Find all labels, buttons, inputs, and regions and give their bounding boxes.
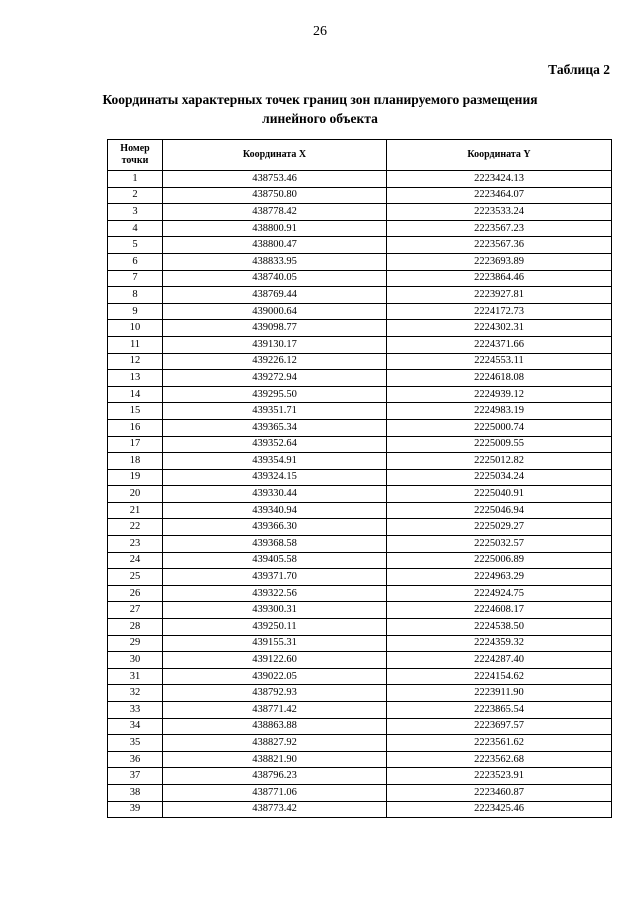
cell-coordinate-x: 439000.64 xyxy=(163,303,387,320)
table-row xyxy=(108,768,612,785)
cell-coordinate-y: 2225006.89 xyxy=(387,552,612,569)
cell-coordinate-y: 2224371.66 xyxy=(387,336,612,353)
page-number: 26 xyxy=(313,24,327,39)
document-title: Координаты характерных точек границ зон планируемого размещения линейного объекта xyxy=(102,92,538,126)
cell-point-number: 29 xyxy=(108,635,163,652)
table-row xyxy=(108,502,612,519)
cell-coordinate-y: 2225040.91 xyxy=(387,486,612,503)
cell-point-number: 17 xyxy=(108,436,163,453)
cell-coordinate-y: 2224172.73 xyxy=(387,303,612,320)
column-header-point-number: Номер точки xyxy=(108,140,163,171)
cell-coordinate-y: 2223567.36 xyxy=(387,237,612,254)
table-row xyxy=(108,585,612,602)
cell-coordinate-x: 439365.34 xyxy=(163,419,387,436)
table-row xyxy=(108,204,612,221)
column-header-coordinate-x: Координата X xyxy=(163,140,387,171)
cell-coordinate-y: 2223927.81 xyxy=(387,287,612,304)
table-row xyxy=(108,436,612,453)
cell-coordinate-x: 439122.60 xyxy=(163,652,387,669)
cell-point-number: 21 xyxy=(108,502,163,519)
cell-point-number: 20 xyxy=(108,486,163,503)
cell-point-number: 10 xyxy=(108,320,163,337)
cell-coordinate-x: 438800.91 xyxy=(163,220,387,237)
cell-coordinate-y: 2224963.29 xyxy=(387,569,612,586)
cell-coordinate-y: 2225034.24 xyxy=(387,469,612,486)
cell-point-number: 24 xyxy=(108,552,163,569)
cell-point-number: 36 xyxy=(108,751,163,768)
column-header-coordinate-y: Координата Y xyxy=(387,140,612,171)
table-row xyxy=(108,519,612,536)
cell-coordinate-y: 2223424.13 xyxy=(387,171,612,188)
cell-point-number: 38 xyxy=(108,784,163,801)
cell-coordinate-y: 2223464.07 xyxy=(387,187,612,204)
cell-coordinate-x: 439371.70 xyxy=(163,569,387,586)
table-row xyxy=(108,353,612,370)
cell-coordinate-y: 2223561.62 xyxy=(387,735,612,752)
cell-point-number: 30 xyxy=(108,652,163,669)
cell-coordinate-y: 2223567.23 xyxy=(387,220,612,237)
table-row xyxy=(108,453,612,470)
cell-coordinate-y: 2224359.32 xyxy=(387,635,612,652)
cell-coordinate-x: 439351.71 xyxy=(163,403,387,420)
table-row xyxy=(108,320,612,337)
cell-coordinate-x: 438778.42 xyxy=(163,204,387,221)
table-row xyxy=(108,370,612,387)
cell-coordinate-x: 439295.50 xyxy=(163,386,387,403)
table-row xyxy=(108,602,612,619)
cell-coordinate-x: 438821.90 xyxy=(163,751,387,768)
cell-coordinate-y: 2224154.62 xyxy=(387,668,612,685)
cell-point-number: 19 xyxy=(108,469,163,486)
cell-point-number: 27 xyxy=(108,602,163,619)
table-row xyxy=(108,536,612,553)
cell-point-number: 3 xyxy=(108,204,163,221)
coordinates-table xyxy=(107,139,612,818)
cell-coordinate-x: 438740.05 xyxy=(163,270,387,287)
cell-point-number: 33 xyxy=(108,702,163,719)
cell-coordinate-x: 438792.93 xyxy=(163,685,387,702)
cell-coordinate-x: 439366.30 xyxy=(163,519,387,536)
cell-point-number: 2 xyxy=(108,187,163,204)
table-caption: Таблица 2 xyxy=(548,62,610,77)
cell-coordinate-y: 2223697.57 xyxy=(387,718,612,735)
table-row xyxy=(108,668,612,685)
cell-point-number: 15 xyxy=(108,403,163,420)
cell-coordinate-y: 2225012.82 xyxy=(387,453,612,470)
cell-coordinate-y: 2223460.87 xyxy=(387,784,612,801)
table-header-row xyxy=(108,140,612,171)
table-row xyxy=(108,270,612,287)
cell-point-number: 16 xyxy=(108,419,163,436)
table-row xyxy=(108,685,612,702)
cell-point-number: 26 xyxy=(108,585,163,602)
cell-point-number: 14 xyxy=(108,386,163,403)
cell-coordinate-y: 2225029.27 xyxy=(387,519,612,536)
cell-point-number: 34 xyxy=(108,718,163,735)
cell-coordinate-x: 439330.44 xyxy=(163,486,387,503)
cell-point-number: 32 xyxy=(108,685,163,702)
table-row xyxy=(108,784,612,801)
cell-coordinate-x: 439354.91 xyxy=(163,453,387,470)
cell-point-number: 9 xyxy=(108,303,163,320)
table-row xyxy=(108,220,612,237)
cell-coordinate-y: 2224553.11 xyxy=(387,353,612,370)
cell-coordinate-x: 439130.17 xyxy=(163,336,387,353)
table-row xyxy=(108,253,612,270)
cell-coordinate-y: 2225009.55 xyxy=(387,436,612,453)
cell-coordinate-x: 438773.42 xyxy=(163,801,387,818)
cell-coordinate-x: 438771.42 xyxy=(163,702,387,719)
cell-point-number: 18 xyxy=(108,453,163,470)
table-row xyxy=(108,652,612,669)
cell-coordinate-y: 2224302.31 xyxy=(387,320,612,337)
cell-coordinate-x: 438800.47 xyxy=(163,237,387,254)
table-row xyxy=(108,635,612,652)
table-row xyxy=(108,287,612,304)
cell-coordinate-x: 439226.12 xyxy=(163,353,387,370)
table-row xyxy=(108,486,612,503)
cell-coordinate-x: 439022.05 xyxy=(163,668,387,685)
cell-coordinate-y: 2224924.75 xyxy=(387,585,612,602)
cell-coordinate-x: 439352.64 xyxy=(163,436,387,453)
cell-coordinate-y: 2224538.50 xyxy=(387,619,612,636)
cell-point-number: 39 xyxy=(108,801,163,818)
cell-point-number: 4 xyxy=(108,220,163,237)
cell-coordinate-x: 439405.58 xyxy=(163,552,387,569)
table-row xyxy=(108,171,612,188)
table-row xyxy=(108,303,612,320)
table-row xyxy=(108,569,612,586)
cell-point-number: 11 xyxy=(108,336,163,353)
cell-point-number: 1 xyxy=(108,171,163,188)
cell-point-number: 31 xyxy=(108,668,163,685)
cell-coordinate-x: 439340.94 xyxy=(163,502,387,519)
table-row xyxy=(108,419,612,436)
cell-point-number: 22 xyxy=(108,519,163,536)
table-row xyxy=(108,187,612,204)
cell-point-number: 13 xyxy=(108,370,163,387)
cell-coordinate-y: 2224939.12 xyxy=(387,386,612,403)
cell-coordinate-y: 2223523.91 xyxy=(387,768,612,785)
cell-coordinate-x: 439250.11 xyxy=(163,619,387,636)
table-row xyxy=(108,735,612,752)
cell-coordinate-x: 439368.58 xyxy=(163,536,387,553)
table-row xyxy=(108,403,612,420)
cell-point-number: 37 xyxy=(108,768,163,785)
cell-point-number: 8 xyxy=(108,287,163,304)
cell-point-number: 23 xyxy=(108,536,163,553)
cell-coordinate-x: 438753.46 xyxy=(163,171,387,188)
cell-coordinate-y: 2223911.90 xyxy=(387,685,612,702)
cell-coordinate-x: 438827.92 xyxy=(163,735,387,752)
table-row xyxy=(108,718,612,735)
cell-coordinate-y: 2224287.40 xyxy=(387,652,612,669)
cell-point-number: 28 xyxy=(108,619,163,636)
table-row xyxy=(108,237,612,254)
cell-point-number: 25 xyxy=(108,569,163,586)
table-row xyxy=(108,619,612,636)
cell-coordinate-x: 438863.88 xyxy=(163,718,387,735)
table-row xyxy=(108,336,612,353)
cell-coordinate-y: 2223425.46 xyxy=(387,801,612,818)
cell-point-number: 35 xyxy=(108,735,163,752)
cell-coordinate-y: 2223864.46 xyxy=(387,270,612,287)
cell-coordinate-x: 438750.80 xyxy=(163,187,387,204)
cell-coordinate-y: 2223562.68 xyxy=(387,751,612,768)
table-row xyxy=(108,386,612,403)
table-row xyxy=(108,469,612,486)
table-row xyxy=(108,801,612,818)
cell-point-number: 12 xyxy=(108,353,163,370)
cell-coordinate-x: 439155.31 xyxy=(163,635,387,652)
cell-coordinate-y: 2223693.89 xyxy=(387,253,612,270)
cell-coordinate-x: 439324.15 xyxy=(163,469,387,486)
cell-point-number: 6 xyxy=(108,253,163,270)
cell-coordinate-y: 2223865.54 xyxy=(387,702,612,719)
table-row xyxy=(108,702,612,719)
cell-coordinate-y: 2225046.94 xyxy=(387,502,612,519)
cell-coordinate-x: 438771.06 xyxy=(163,784,387,801)
cell-coordinate-y: 2225032.57 xyxy=(387,536,612,553)
table-row xyxy=(108,552,612,569)
cell-coordinate-y: 2224983.19 xyxy=(387,403,612,420)
cell-coordinate-x: 438833.95 xyxy=(163,253,387,270)
cell-coordinate-x: 439098.77 xyxy=(163,320,387,337)
table-row xyxy=(108,751,612,768)
cell-coordinate-y: 2224608.17 xyxy=(387,602,612,619)
cell-point-number: 7 xyxy=(108,270,163,287)
cell-coordinate-x: 438769.44 xyxy=(163,287,387,304)
cell-coordinate-x: 439322.56 xyxy=(163,585,387,602)
cell-coordinate-x: 439272.94 xyxy=(163,370,387,387)
cell-coordinate-x: 439300.31 xyxy=(163,602,387,619)
cell-coordinate-y: 2225000.74 xyxy=(387,419,612,436)
cell-coordinate-y: 2223533.24 xyxy=(387,204,612,221)
cell-point-number: 5 xyxy=(108,237,163,254)
cell-coordinate-y: 2224618.08 xyxy=(387,370,612,387)
cell-coordinate-x: 438796.23 xyxy=(163,768,387,785)
